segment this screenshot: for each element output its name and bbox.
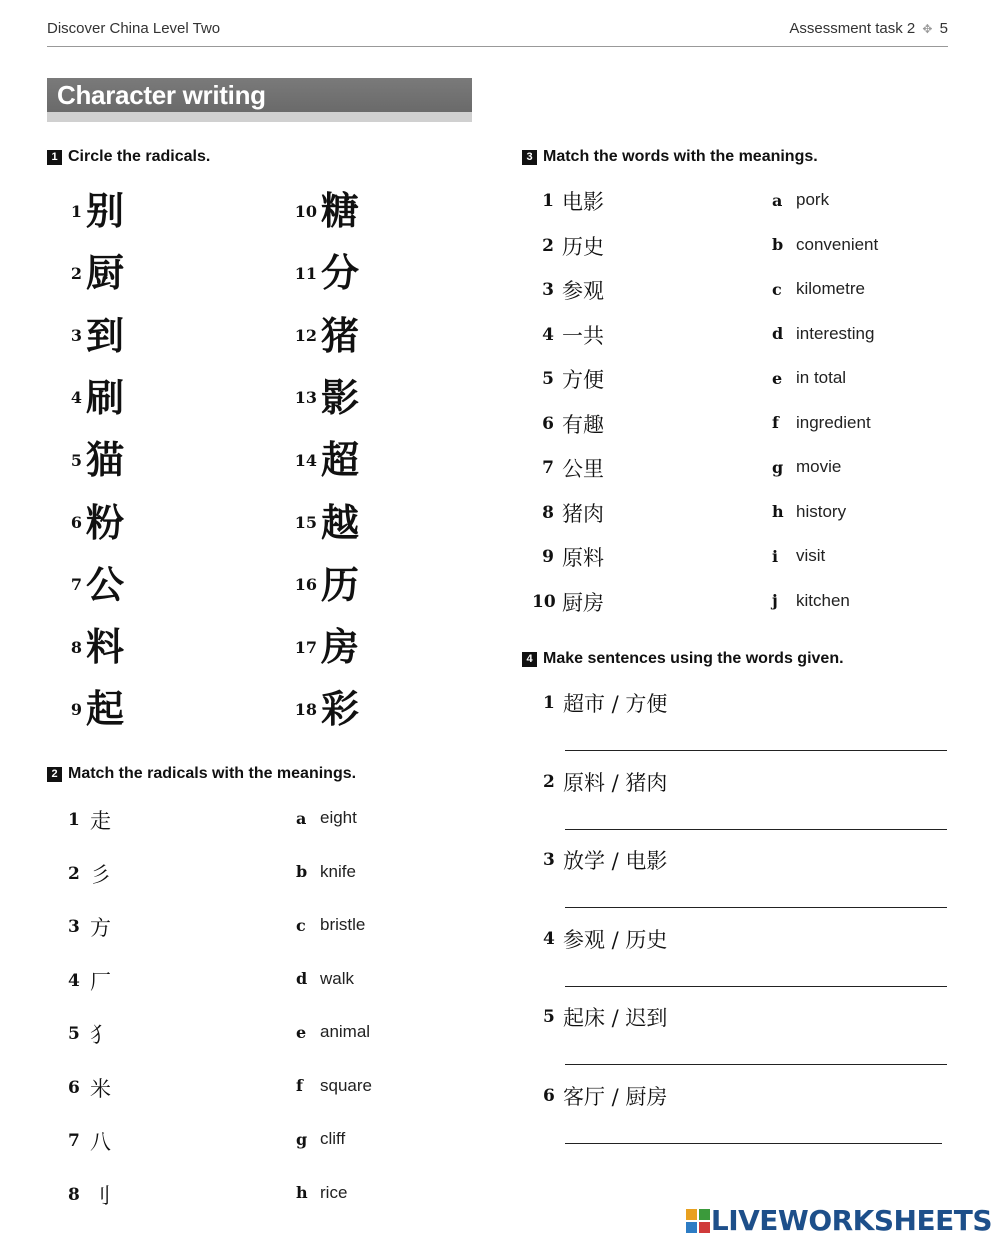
radical-item (62, 625, 124, 669)
word-meaning-letter: f (772, 413, 779, 432)
sentence-prompt-number: 6 (543, 1085, 555, 1106)
word-match-number: 5 (542, 369, 554, 389)
liveworksheets-logo-text: LIVEWORKSHEETS (710, 1204, 992, 1237)
word-meaning-item (772, 190, 829, 210)
sentence-prompt-number: 2 (543, 771, 555, 792)
radical-character[interactable]: 料 (86, 624, 125, 670)
radical-character[interactable]: 公 (86, 561, 125, 607)
radical-item (285, 438, 359, 482)
word-meaning-letter: a (772, 190, 783, 210)
section2-number: 2 (47, 767, 62, 782)
sentence-answer-line[interactable] (565, 1143, 942, 1144)
meaning-item (296, 1022, 370, 1042)
word-meaning-letter: h (772, 502, 784, 521)
radical-item (285, 314, 359, 358)
meaning-text[interactable]: walk (320, 968, 355, 988)
radical-item-number: 1 (70, 201, 82, 221)
radical-item-number: 13 (294, 388, 317, 408)
radical-match-number: 2 (68, 863, 80, 884)
radical-character[interactable]: 影 (321, 374, 360, 420)
section3-number: 3 (522, 150, 537, 165)
radical-item-number: 14 (294, 450, 317, 470)
header-rule (47, 46, 948, 47)
radical-match-number: 6 (68, 1077, 80, 1098)
meaning-text[interactable]: square (320, 1075, 372, 1095)
meaning-letter: a (296, 808, 307, 828)
word-match-chinese[interactable]: 原料 (562, 546, 604, 570)
radical-match-item (68, 966, 111, 996)
section1-heading-text: Circle the radicals. (68, 148, 211, 165)
word-meaning-text[interactable]: history (796, 501, 847, 521)
meaning-text[interactable]: animal (320, 1022, 371, 1041)
radical-match-item (68, 1126, 111, 1156)
meaning-letter: f (296, 1076, 303, 1095)
word-match-item (532, 409, 604, 439)
meaning-item (296, 1129, 345, 1149)
section1-number: 1 (47, 150, 62, 165)
word-meaning-text[interactable]: convenient (796, 234, 879, 254)
word-match-number: 4 (542, 324, 554, 345)
radical-character[interactable]: 刷 (86, 374, 125, 420)
radical-match-number: 8 (68, 1184, 80, 1205)
radical-match-item (68, 1019, 111, 1049)
word-match-item (532, 364, 604, 394)
radical-item (285, 501, 359, 545)
radical-match-character[interactable]: 米 (90, 1076, 111, 1101)
word-match-chinese[interactable]: 厨房 (562, 590, 604, 615)
meaning-item (296, 808, 357, 828)
sentence-answer-line[interactable] (565, 1064, 947, 1065)
radical-item-number: 7 (70, 575, 82, 595)
sentence-answer-line[interactable] (565, 986, 947, 987)
radical-character[interactable]: 分 (321, 250, 360, 296)
word-meaning-letter: b (772, 235, 784, 254)
word-match-number: 1 (542, 191, 554, 211)
word-match-number: 3 (542, 280, 554, 300)
word-match-chinese[interactable]: 方便 (562, 368, 604, 392)
header-task (789, 20, 948, 37)
page-title: Character writing (57, 80, 266, 110)
word-meaning-letter: e (772, 368, 783, 388)
word-meaning-text[interactable]: kitchen (796, 590, 850, 610)
meaning-item (296, 862, 356, 882)
meaning-text[interactable]: bristle (320, 915, 366, 934)
radical-item-number: 4 (70, 388, 82, 408)
radical-item-number: 16 (294, 575, 317, 595)
sentence-prompt-words: 原料 / 猪肉 (563, 770, 668, 795)
section4-heading (522, 650, 844, 668)
word-meaning-text[interactable]: movie (796, 457, 842, 476)
word-meaning-letter: c (772, 279, 782, 299)
meaning-letter: h (296, 1183, 308, 1202)
sentence-prompt (543, 688, 667, 718)
word-match-item (532, 275, 604, 305)
radical-character[interactable]: 彩 (321, 686, 360, 732)
sentence-prompt-number: 1 (543, 693, 555, 713)
radical-match-character[interactable]: 彡 (90, 862, 111, 887)
sentence-prompt-words: 起床 / 迟到 (563, 1006, 668, 1030)
sentence-answer-line[interactable] (565, 907, 947, 908)
radical-match-character[interactable]: 走 (90, 809, 111, 833)
radical-item (62, 314, 124, 358)
radical-match-character[interactable]: 厂 (90, 969, 111, 994)
liveworksheets-logo-icon (685, 1208, 711, 1234)
radical-match-item (68, 1180, 111, 1210)
word-meaning-text[interactable]: kilometre (796, 279, 865, 298)
section2-heading-text: Match the radicals with the meanings. (68, 765, 357, 782)
section-title-bar (47, 78, 472, 122)
meaning-text[interactable]: cliff (320, 1129, 346, 1148)
meaning-item (296, 915, 365, 935)
word-match-number: 2 (542, 235, 554, 256)
radical-character[interactable]: 猪 (321, 312, 360, 358)
word-match-number: 8 (542, 502, 554, 523)
radical-match-item (68, 859, 111, 889)
word-meaning-item (772, 413, 871, 433)
radical-character[interactable]: 起 (86, 686, 125, 732)
word-match-item (532, 542, 604, 572)
sentence-prompt (543, 845, 667, 875)
word-match-number: 10 (532, 591, 556, 612)
word-match-item (532, 453, 604, 483)
radical-character[interactable]: 别 (86, 188, 125, 233)
radical-match-item (68, 805, 111, 835)
meaning-text[interactable]: eight (320, 808, 357, 827)
radical-match-number: 7 (68, 1131, 80, 1151)
sentence-answer-line[interactable] (565, 750, 947, 751)
section1-heading (47, 148, 210, 166)
word-meaning-letter: j (772, 591, 778, 610)
radical-item (62, 687, 124, 731)
sentence-prompt-words: 放学 / 电影 (563, 849, 668, 873)
meaning-text[interactable]: rice (320, 1182, 348, 1202)
word-match-chinese[interactable]: 一共 (562, 323, 604, 348)
word-match-number: 6 (542, 413, 554, 434)
radical-item-number: 6 (70, 513, 82, 532)
sentence-prompt (543, 1081, 667, 1111)
header-book-title: Discover China Level Two (47, 20, 221, 37)
word-meaning-item (772, 279, 865, 299)
sentence-prompt-number: 5 (543, 1007, 555, 1027)
radical-match-number: 5 (68, 1024, 80, 1044)
radical-match-character[interactable]: 犭 (90, 1023, 111, 1047)
meaning-item (296, 1183, 347, 1203)
header-separator-icon: ✥ (922, 22, 933, 36)
radical-character[interactable]: 到 (86, 312, 125, 358)
radical-character[interactable]: 房 (321, 624, 360, 670)
radical-item (62, 501, 124, 545)
radical-item-number: 18 (294, 699, 317, 719)
word-meaning-item (772, 368, 846, 388)
sentence-prompt-number: 4 (543, 928, 555, 949)
radical-item-number: 2 (70, 263, 82, 283)
section4-number: 4 (522, 652, 537, 667)
word-match-chinese[interactable]: 参观 (562, 279, 604, 303)
meaning-letter: g (296, 1129, 308, 1149)
radical-match-character[interactable]: 八 (90, 1130, 111, 1154)
word-meaning-letter: g (772, 457, 784, 477)
meaning-text[interactable]: knife (320, 861, 356, 881)
sentence-prompt-words: 参观 / 历史 (563, 927, 668, 952)
sentence-prompt-words: 超市 / 方便 (563, 692, 668, 716)
radical-match-number: 4 (68, 970, 80, 991)
word-meaning-item (772, 502, 846, 522)
section4-heading-text: Make sentences using the words given. (543, 650, 844, 667)
radical-item (285, 189, 359, 233)
radical-match-item (68, 912, 111, 942)
radical-match-number: 3 (68, 917, 80, 937)
word-meaning-letter: d (772, 324, 784, 343)
radical-item-number: 5 (70, 450, 82, 470)
word-meaning-item (772, 235, 878, 255)
word-match-number: 9 (542, 547, 554, 567)
radical-character[interactable]: 厨 (86, 250, 125, 296)
radical-item-number: 17 (294, 637, 317, 657)
radical-match-number: 1 (68, 810, 80, 830)
radical-match-item (68, 1073, 111, 1103)
word-meaning-item (772, 591, 850, 611)
radical-item-number: 3 (70, 326, 82, 346)
radical-item (285, 563, 359, 607)
radical-item-number: 15 (294, 513, 317, 532)
word-match-item (532, 587, 604, 617)
meaning-letter: b (296, 862, 308, 881)
header-task-label: Assessment task 2 (789, 20, 916, 37)
radical-item (62, 251, 124, 295)
radical-item-number: 11 (294, 263, 317, 283)
radical-item (62, 189, 124, 233)
radical-character[interactable]: 糖 (321, 188, 360, 233)
radical-item (62, 376, 124, 420)
radical-item-number: 9 (70, 699, 82, 719)
sentence-prompt (543, 767, 667, 797)
section3-heading-text: Match the words with the meanings. (543, 148, 818, 165)
sentence-prompt-words: 客厅 / 厨房 (563, 1084, 668, 1109)
radical-character[interactable]: 越 (321, 499, 360, 545)
radical-character[interactable]: 粉 (86, 499, 125, 545)
radical-character[interactable]: 猫 (86, 437, 125, 483)
word-meaning-text[interactable]: pork (796, 190, 830, 209)
radical-character[interactable]: 超 (321, 437, 360, 483)
word-match-item (532, 498, 604, 528)
header-page-number: 5 (939, 20, 948, 37)
radical-item (285, 687, 359, 731)
liveworksheets-logo (685, 1204, 992, 1237)
sentence-prompt-number: 3 (543, 850, 555, 870)
word-match-chinese[interactable]: 公里 (562, 457, 604, 481)
word-meaning-text[interactable]: interesting (796, 323, 875, 343)
radical-match-character[interactable]: 刂 (90, 1183, 111, 1208)
radical-item-number: 12 (294, 326, 317, 346)
radical-match-character[interactable]: 方 (90, 916, 111, 940)
radical-item (62, 563, 124, 607)
radical-item (285, 625, 359, 669)
sentence-prompt (543, 924, 667, 954)
word-meaning-letter: i (772, 546, 779, 566)
word-match-chinese[interactable]: 猪肉 (562, 501, 604, 526)
radical-item (62, 438, 124, 482)
radical-item (285, 376, 359, 420)
word-match-item (532, 186, 604, 216)
sentence-answer-line[interactable] (565, 829, 947, 830)
radical-item-number: 10 (294, 201, 317, 221)
word-match-item (532, 231, 604, 261)
word-match-number: 7 (542, 458, 554, 478)
section3-heading (522, 148, 818, 166)
radical-item-number: 8 (70, 637, 82, 657)
word-match-chinese[interactable]: 电影 (562, 190, 604, 214)
sentence-prompt (543, 1002, 667, 1032)
word-match-item (532, 320, 604, 350)
meaning-item (296, 969, 354, 989)
word-meaning-text[interactable]: visit (796, 546, 826, 565)
word-meaning-text[interactable]: ingredient (796, 412, 871, 432)
word-match-chinese[interactable]: 有趣 (562, 412, 604, 437)
radical-item (285, 251, 359, 295)
radical-character[interactable]: 历 (321, 561, 360, 607)
meaning-letter: c (296, 915, 306, 935)
word-meaning-item (772, 546, 825, 566)
meaning-letter: d (296, 969, 308, 988)
word-match-chinese[interactable]: 历史 (562, 234, 604, 259)
word-meaning-text[interactable]: in total (796, 368, 847, 387)
meaning-letter: e (296, 1022, 307, 1042)
word-meaning-item (772, 457, 841, 477)
meaning-item (296, 1076, 372, 1096)
section2-heading (47, 765, 356, 783)
word-meaning-item (772, 324, 874, 344)
